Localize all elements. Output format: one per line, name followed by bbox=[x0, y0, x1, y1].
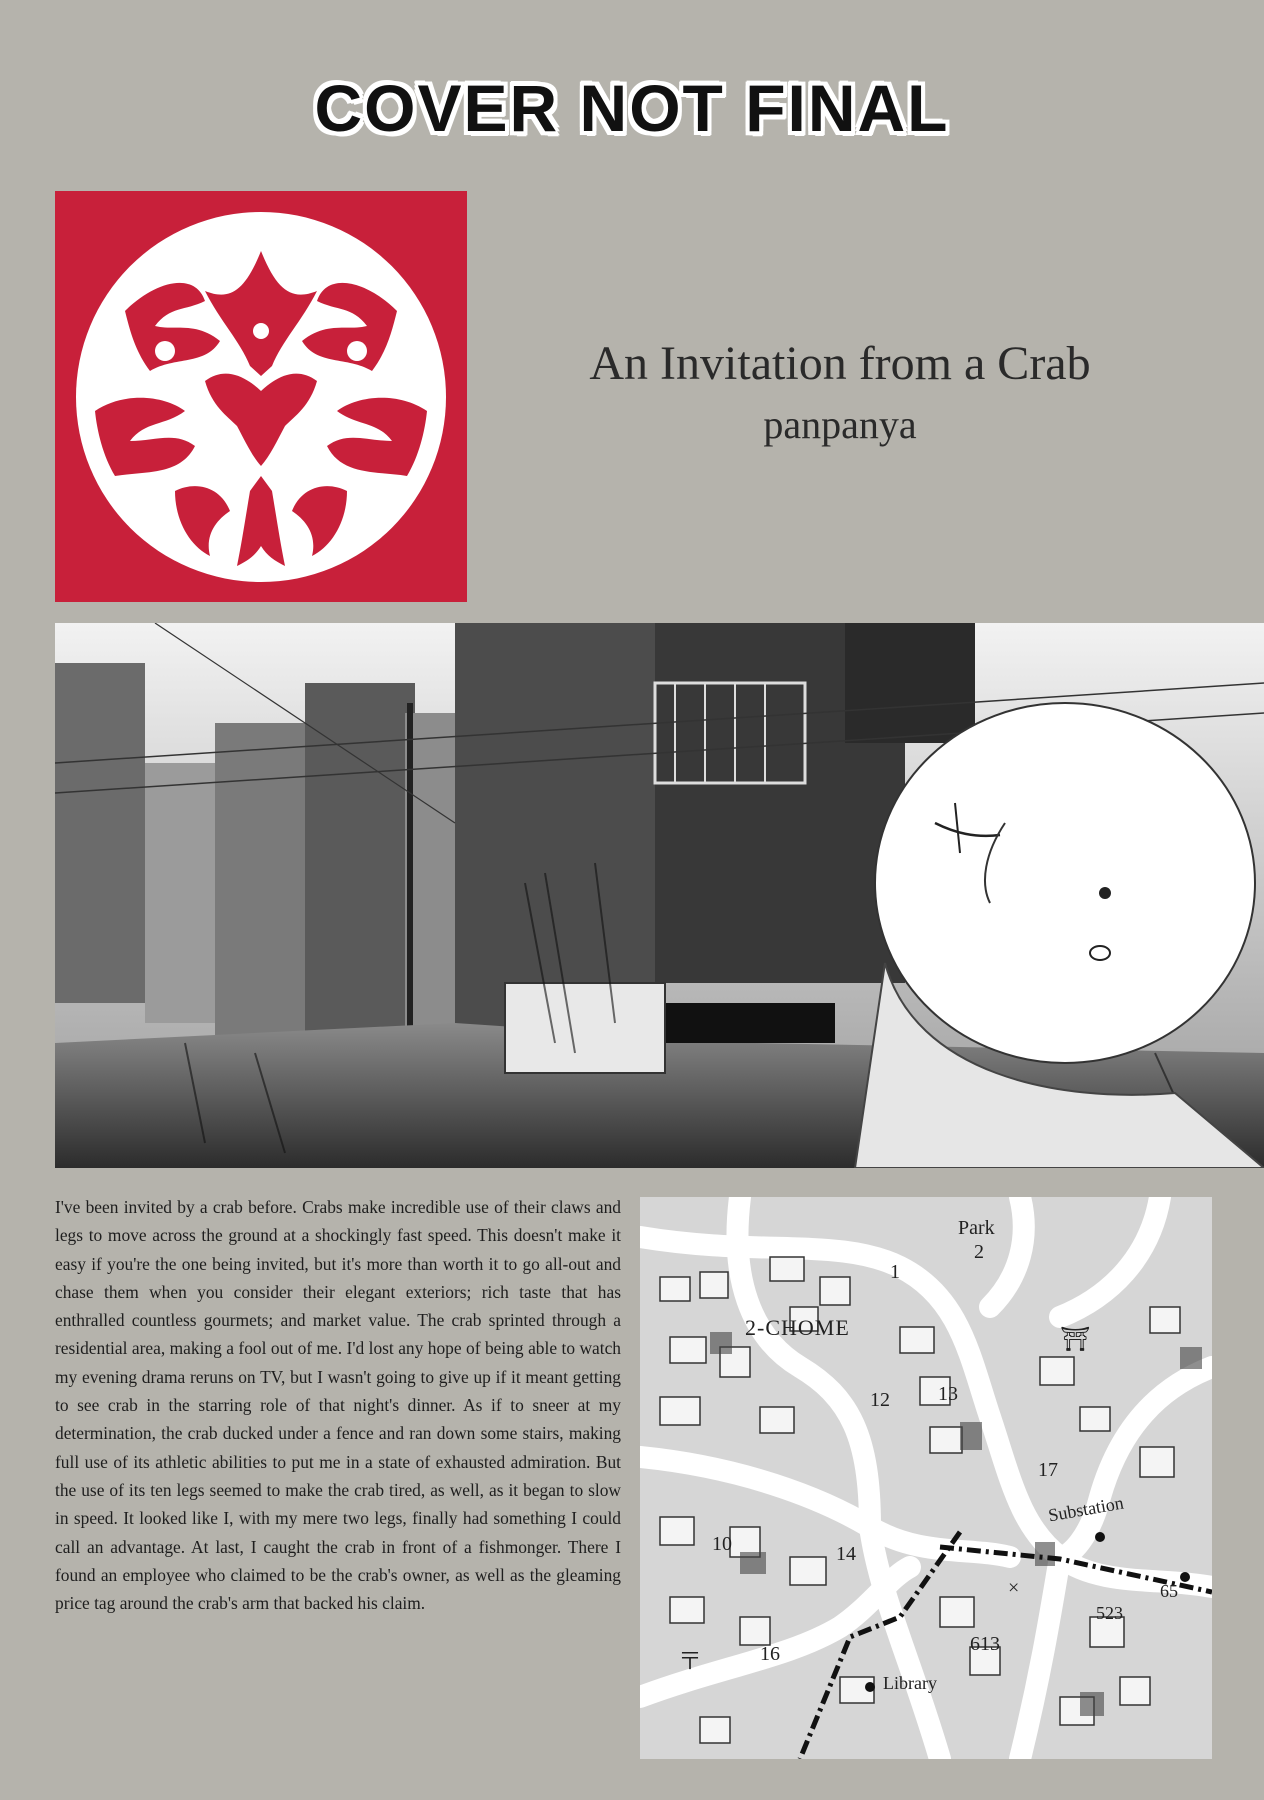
book-author: panpanya bbox=[763, 401, 917, 447]
crab-emblem-graphic bbox=[55, 191, 467, 602]
street-illustration bbox=[55, 623, 1264, 1168]
crab-emblem-logo bbox=[55, 191, 467, 602]
post-office-icon: 〒 bbox=[678, 1649, 702, 1675]
map-label-13: 13 bbox=[938, 1383, 958, 1405]
map-label-shrine: ⛩ bbox=[1060, 1327, 1091, 1353]
title-block bbox=[470, 335, 1210, 448]
map-label-library: Library bbox=[883, 1673, 937, 1693]
map-label-523: 523 bbox=[1096, 1603, 1123, 1623]
map-label-12: 12 bbox=[870, 1389, 890, 1411]
street-illustration-graphic bbox=[55, 623, 1264, 1168]
neighborhood-map bbox=[640, 1197, 1212, 1759]
book-title: An Invitation from a Crab bbox=[589, 337, 1091, 390]
map-label-613: 613 bbox=[970, 1633, 1000, 1655]
map-label-substation: Substation bbox=[1046, 1492, 1126, 1526]
map-label-65: 65 bbox=[1160, 1581, 1178, 1601]
map-label-x: × bbox=[1008, 1577, 1020, 1599]
map-label-1: 1 bbox=[890, 1261, 900, 1283]
map-label-14: 14 bbox=[836, 1543, 856, 1565]
map-label-park: Park bbox=[958, 1217, 995, 1239]
banner-text: COVER NOT FINAL bbox=[314, 71, 950, 145]
map-label-park-number: 2 bbox=[974, 1241, 984, 1263]
map-label-17: 17 bbox=[1038, 1459, 1058, 1481]
synopsis-text: I've been invited by a crab before. Crabs make incredible use of their claws and legs to move across the ground at a shockingly fast speed. This doesn't make it easy if you're the one being invited, but it's more than worth it to go all-out and chase them when you consider their elegant exteriors; rich taste that has enthralled countless gourmets; and market value. The crab sprinted through a residential area, making a fool out of me. I'd lost any hope of being able to watch my evening drama reruns on TV, but I wasn't going to give up if it meant getting to see crab in the starring role of that night's dinner. As if to sneer at my determination, the crab ducked under a fence and ran down some stairs, making full use of its athletic abilities to put me in a state of exhausted admiration. But the use of its ten legs seemed to make the crab tired, as well, as it began to slow in speed. It looked like I, with my mere two legs, finally had something I could call an advantage. At last, I caught the crab in front of a fishmonger. There I found an employee who claimed to be the crab's owner, as well as the gleaming price tag around the crab's arm that backed his claim. bbox=[55, 1197, 621, 1614]
map-label-10: 10 bbox=[712, 1533, 732, 1555]
map-label-district: 2-CHOME bbox=[745, 1315, 850, 1340]
cover-not-final-banner bbox=[0, 70, 1264, 160]
map-label-16: 16 bbox=[760, 1643, 780, 1665]
